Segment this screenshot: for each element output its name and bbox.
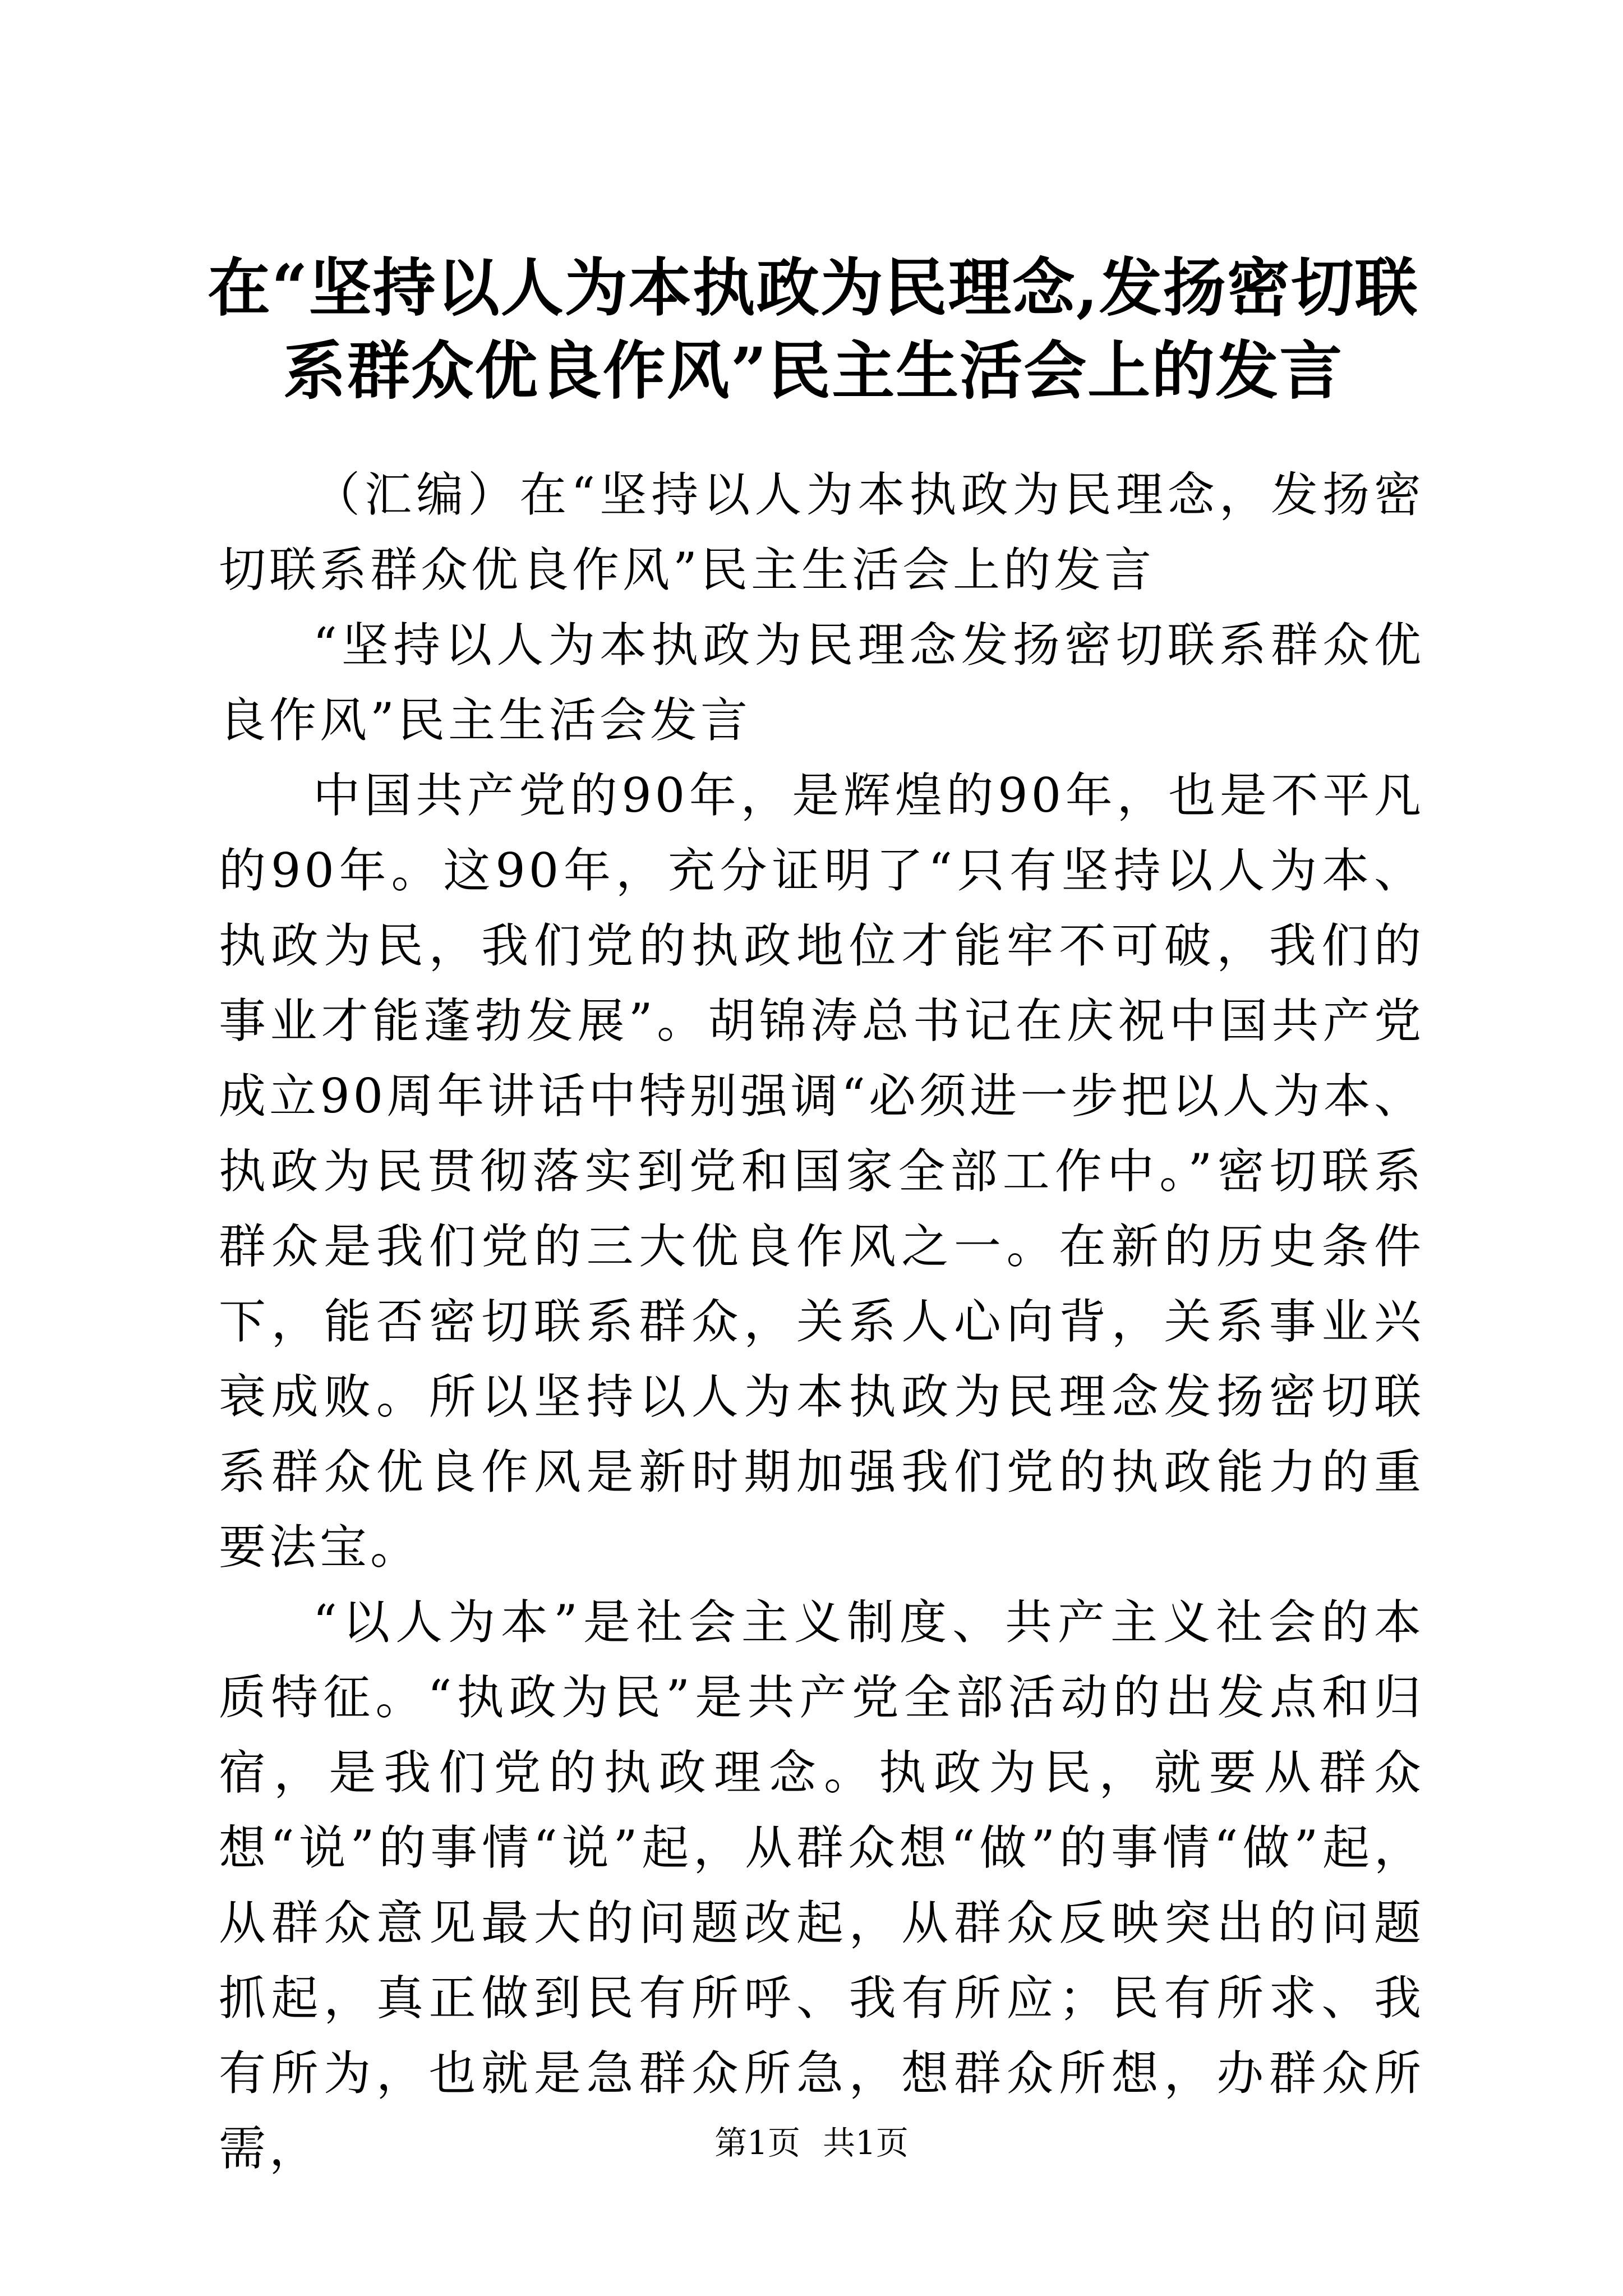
page-footer	[0, 2123, 1623, 2162]
title-line-1: 在“坚持以人为本执政为民理念,发扬密切联	[208, 251, 1419, 325]
document-title	[168, 247, 1458, 413]
page-number-current: 第1页	[714, 2124, 800, 2162]
paragraph-90-years: 中国共产党的90年，是辉煌的90年，也是不平凡的90年。这90年，充分证明了“只有坚持以人为本、执政为民，我们党的执政地位才能牢不可破，我们的事业才能蓬勃发展”。胡锦涛总书记在庆祝中国共产党成立90周年讲话中特别强调“必须进一步把以人为本、执政为民贯彻落实到党和国家全部工作中。”密切联系群众是我们党的三大优良作风之一。在新的历史条件下，能否密切联系群众，关系人心向背，关系事业兴衰成败。所以坚持以人为本执政为民理念发扬密切联系群众优良作风是新时期加强我们党的执政能力的重要法宝。	[219, 768, 1424, 1575]
document-body	[219, 457, 1424, 2186]
title-line-2: 系群众优良作风”民主生活会上的发言	[283, 334, 1344, 408]
page-number-total: 共1页	[823, 2124, 909, 2162]
paragraph-source-note: （汇编）在“坚持以人为本执政为民理念，发扬密切联系群众优良作风”民主生活会上的发言	[219, 467, 1424, 597]
paragraph-people-first: “以人为本”是社会主义制度、共产主义社会的本质特征。“执政为民”是共产党全部活动的出发点和归宿，是我们党的执政理念。执政为民，就要从群众想“说”的事情“说”起，从群众想“做”的事情“做”起，从群众意见最大的问题改起，从群众反映突出的问题抓起，真正做到民有所呼、我有所应；民有所求、我有所为，也就是急群众所急，想群众所想，办群众所需，	[219, 1595, 1424, 2176]
paragraph-subtitle: “坚持以人为本执政为民理念发扬密切联系群众优良作风”民主生活会发言	[219, 618, 1424, 748]
